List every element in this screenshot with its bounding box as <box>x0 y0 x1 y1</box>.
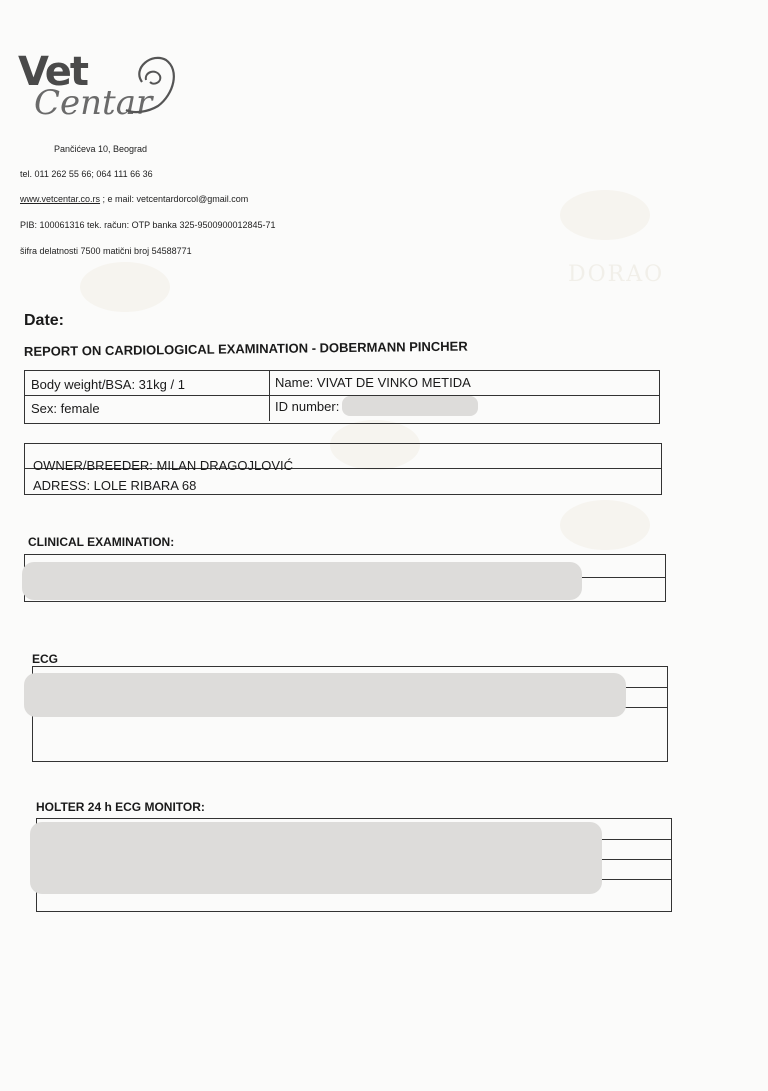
watermark-text: DORAO <box>568 262 665 287</box>
owner-address-cell: ADRESS: LOLE RIBARA 68 <box>33 478 197 493</box>
clinical-redaction <box>22 562 582 600</box>
email-text: ; e mail: vetcentardorcol@gmail.com <box>100 194 249 204</box>
logo-swirl-icon <box>122 48 184 118</box>
owner-breeder-cell: OWNER/BREEDER: MILAN DRAGOJLOVIĆ <box>33 458 294 473</box>
clinical-exam-title: CLINICAL EXAMINATION: <box>28 535 175 549</box>
holter-title: HOLTER 24 h ECG MONITOR: <box>36 800 205 814</box>
clinic-registry: šifra delatnosti 7500 matični broj 54588771 <box>20 246 192 256</box>
body-weight-cell: Body weight/BSA: 31kg / 1 <box>31 377 185 392</box>
watermark-emblem <box>560 190 650 240</box>
id-redaction <box>342 396 478 416</box>
id-number-cell: ID number: <box>275 399 340 414</box>
clinic-web-email <box>20 194 248 204</box>
clinic-address: Pančićeva 10, Beograd <box>54 144 148 154</box>
ecg-title: ECG <box>32 652 59 666</box>
owner-table <box>24 443 662 495</box>
watermark-emblem <box>80 262 170 312</box>
table-divider <box>25 395 659 396</box>
ecg-redaction <box>24 673 626 717</box>
vet-centar-logo <box>12 48 182 138</box>
logo-word: Vet <box>18 49 88 95</box>
clinic-pib: PIB: 100061316 tek. račun: OTP banka 325-9500900012845-71 <box>20 220 276 230</box>
table-divider <box>269 371 270 421</box>
sex-cell: Sex: female <box>31 401 100 416</box>
clinic-phone: tel. 011 262 55 66; 064 111 66 36 <box>20 169 153 179</box>
report-title: REPORT ON CARDIOLOGICAL EXAMINATION - DOBERMANN PINCHER <box>23 338 468 359</box>
holter-redaction <box>30 822 602 894</box>
watermark-emblem <box>560 500 650 550</box>
name-cell: Name: VIVAT DE VINKO METIDA <box>275 375 471 390</box>
patient-table <box>24 370 660 424</box>
date-label: Date: <box>24 312 65 329</box>
logo-script: Centar <box>34 83 153 123</box>
website-link[interactable]: www.vetcentar.co.rs <box>20 194 101 204</box>
